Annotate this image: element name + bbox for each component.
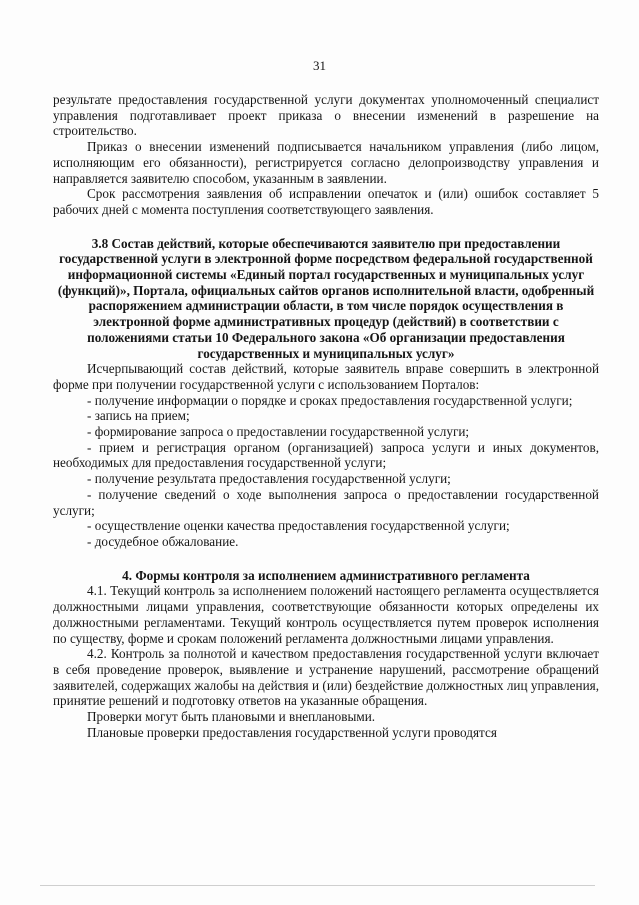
paragraph: Плановые проверки предоставления государственной услуги проводятся	[87, 724, 497, 740]
document-body	[53, 92, 599, 740]
paragraph: результате предоставления государственной услуги документах уполномоченный специалист управления подготавливает проект приказа о внесении изменений в разрешение на строительство.	[53, 92, 599, 139]
page-bottom-edge	[40, 885, 595, 886]
paragraph: 4.1. Текущий контроль за исполнением положений настоящего регламента осуществляется должностными лицами управления, соответствующие обязанности которых определены их должностными регламентами. Текущий контроль осуществляется путем проверок исполнения по существу, форме и срокам положений регламента должностными лицами управления.	[53, 583, 599, 646]
paragraph: 4.2. Контроль за полнотой и качеством предоставления государственной услуги включает в себя проведение проверок, выявление и устранение нарушений, рассмотрение обращений заявителей, содержащих жалобы на действия и (или) бездействие должностных лиц управления, принятие решений и подготовку ответов на указанные обращения.	[53, 646, 599, 709]
paragraph: - формирование запроса о предоставлении государственной услуги;	[87, 424, 470, 440]
section-heading: 3.8 Состав действий, которые обеспечиваются заявителю при предоставлении государственной услуги в электронной форме посредством федеральной государственной информационной системы «Единый портал государственных и муниципальных услуг (функций)», Портала, официальных сайтов органов исполнительной власти, одобренный распоряжением администрации области, в том числе порядок осуществления в электронной форме административных процедур (действий) в соответствии с положениями статьи 10 Федерального закона «Об организации предоставления государственных и муниципальных услуг»	[57, 235, 595, 361]
section-spacer	[53, 550, 599, 568]
paragraph: - запись на прием;	[87, 408, 190, 424]
paragraph: - осуществление оценки качества предоставления государственной услуги;	[87, 518, 510, 534]
paragraph: - получение результата предоставления государственной услуги;	[87, 471, 451, 487]
paragraph: - получение сведений о ходе выполнения запроса о предоставлении государственной услуги;	[53, 486, 599, 518]
section-spacer	[53, 218, 599, 236]
paragraph: - досудебное обжалование.	[87, 533, 239, 549]
section-heading: 4. Формы контроля за исполнением административного регламента	[122, 567, 530, 583]
paragraph: Срок рассмотрения заявления об исправлении опечаток и (или) ошибок составляет 5 рабочих дней с момента поступления соответствующего заявления.	[53, 186, 599, 217]
paragraph: Проверки могут быть плановыми и внеплановыми.	[87, 709, 376, 725]
paragraph: Приказ о внесении изменений подписывается начальником управления (либо лицом, исполняющим его обязанности), регистрируется согласно делопроизводству управления и направляется заявителю способом, указанным в заявлении.	[53, 139, 599, 186]
page-number: 31	[313, 58, 326, 73]
paragraph: Исчерпывающий состав действий, которые заявитель вправе совершить в электронной форме при получении государственной услуги с использованием Порталов:	[53, 361, 599, 392]
paragraph: - получение информации о порядке и сроках предоставления государственной услуги;	[87, 392, 573, 408]
paragraph: - прием и регистрация органом (организацией) запроса услуги и иных документов, необходимых для предоставления государственной услуги;	[53, 439, 599, 471]
